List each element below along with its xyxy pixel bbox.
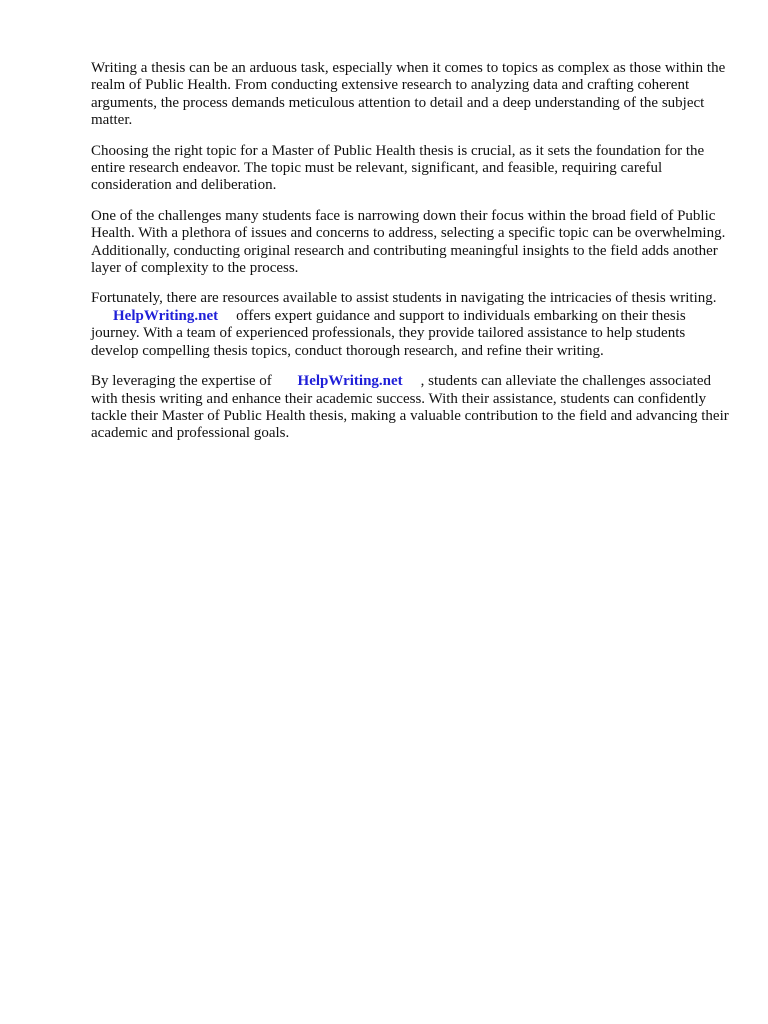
document-body (91, 60, 731, 456)
paragraph-5-text-before: By leveraging the expertise of (91, 373, 272, 390)
paragraph-4-text-before: Fortunately, there are resources available to assist students in navigating the intricacies of thesis writing. (91, 290, 717, 307)
helpwriting-link[interactable]: HelpWriting.net (113, 307, 219, 324)
paragraph-3: One of the challenges many students face is narrowing down their focus within the broad field of Public Health. With a plethora of issues and concerns to address, selecting a specific topic can be overwhelming. Additionally, conducting original research and contributing meaningful insights to the field adds another layer of complexity to the process. (91, 207, 726, 277)
paragraph-5-text-after: , students can alleviate the challenges associated with thesis writing and enhance their academic success. With their assistance, students can confidently tackle their Master of Public Health thesis, making a valuable contribution to the field and advancing their academic and professional goals. (91, 373, 729, 442)
paragraph-4 (91, 290, 731, 360)
paragraph-1: Writing a thesis can be an arduous task, especially when it comes to topics as complex as those within the realm of Public Health. From conducting extensive research to analyzing data and crafting coherent arguments, the process demands meticulous attention to detail and a deep understanding of the subject matter. (91, 60, 726, 129)
paragraph-2: Choosing the right topic for a Master of Public Health thesis is crucial, as it sets the foundation for the entire research endeavor. The topic must be relevant, significant, and feasible, requiring careful consideration and deliberation. (91, 142, 705, 194)
paragraph-5 (91, 373, 731, 443)
helpwriting-link-2[interactable]: HelpWriting.net (297, 373, 403, 390)
paragraph-4-text-after: offers expert guidance and support to individuals embarking on their thesis journey. With a team of experienced professionals, they provide tailored assistance to help students develop compelling thesis topics, conduct thorough research, and refine their writing. (91, 307, 686, 359)
